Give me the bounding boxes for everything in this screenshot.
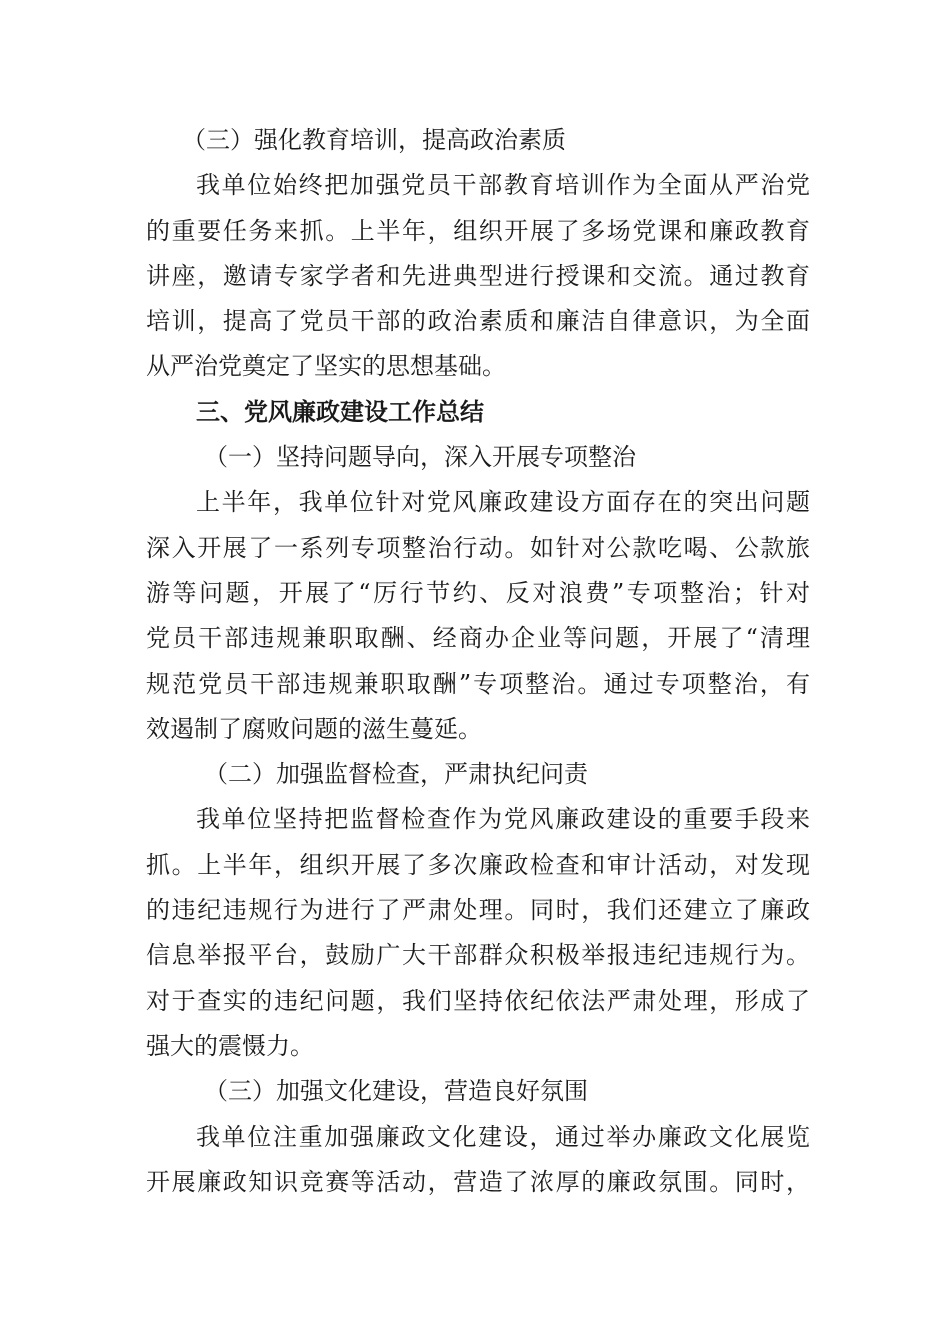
subheading-special-rectification: （一）坚持问题导向，深入开展专项整治 [204,443,636,472]
paragraph-education-training [146,163,810,389]
paragraph-special-rectification [146,480,810,752]
paragraph-line: 我单位坚持把监督检查作为党风廉政建设的重要手段来 [196,805,810,834]
paragraph-line: 的违纪违规行为进行了严肃处理。同时，我们还建立了廉政 [146,896,810,925]
subheading-culture-building: （三）加强文化建设，营造良好氛围 [204,1077,588,1106]
paragraph-line: 上半年，我单位针对党风廉政建设方面存在的突出问题 [196,488,810,517]
paragraph-line: 党员干部违规兼职取酬、经商办企业等问题，开展了“清理 [146,624,810,653]
paragraph-line: 效遏制了腐败问题的滋生蔓延。 [146,714,482,743]
paragraph-line: 我单位始终把加强党员干部教育培训作为全面从严治党 [196,171,810,200]
paragraph-line: 对于查实的违纪问题，我们坚持依纪依法严肃处理，形成了 [146,986,810,1015]
paragraph-line: 的重要任务来抓。上半年，组织开展了多场党课和廉政教育 [146,216,810,245]
paragraph-line: 游等问题，开展了“厉行节约、反对浪费”专项整治；针对 [146,578,810,607]
paragraph-line: 我单位注重加强廉政文化建设，通过举办廉政文化展览 [196,1122,810,1151]
paragraph-line: 讲座，邀请专家学者和先进典型进行授课和交流。通过教育 [146,261,810,290]
paragraph-line: 从严治党奠定了坚实的思想基础。 [146,352,506,381]
paragraph-line: 抓。上半年，组织开展了多次廉政检查和审计活动，对发现 [146,850,810,879]
paragraph-line: 强大的震慑力。 [146,1031,314,1060]
paragraph-line: 规范党员干部违规兼职取酬”专项整治。通过专项整治，有 [146,669,810,698]
document-body [146,118,810,1205]
paragraph-line: 信息举报平台，鼓励广大干部群众积极举报违纪违规行为。 [146,941,810,970]
section-heading-party-conduct: 三、党风廉政建设工作总结 [196,397,484,426]
paragraph-line: 培训，提高了党员干部的政治素质和廉洁自律意识，为全面 [146,307,810,336]
paragraph-line: 开展廉政知识竞赛等活动，营造了浓厚的廉政氛围。同时， [146,1167,810,1196]
paragraph-line: 深入开展了一系列专项整治行动。如针对公款吃喝、公款旅 [146,533,810,562]
paragraph-supervision [146,797,810,1069]
subheading-supervision: （二）加强监督检查，严肃执纪问责 [204,760,588,789]
paragraph-culture-building [146,1115,810,1206]
subheading-education-training: （三）强化教育培训，提高政治素质 [182,126,566,154]
